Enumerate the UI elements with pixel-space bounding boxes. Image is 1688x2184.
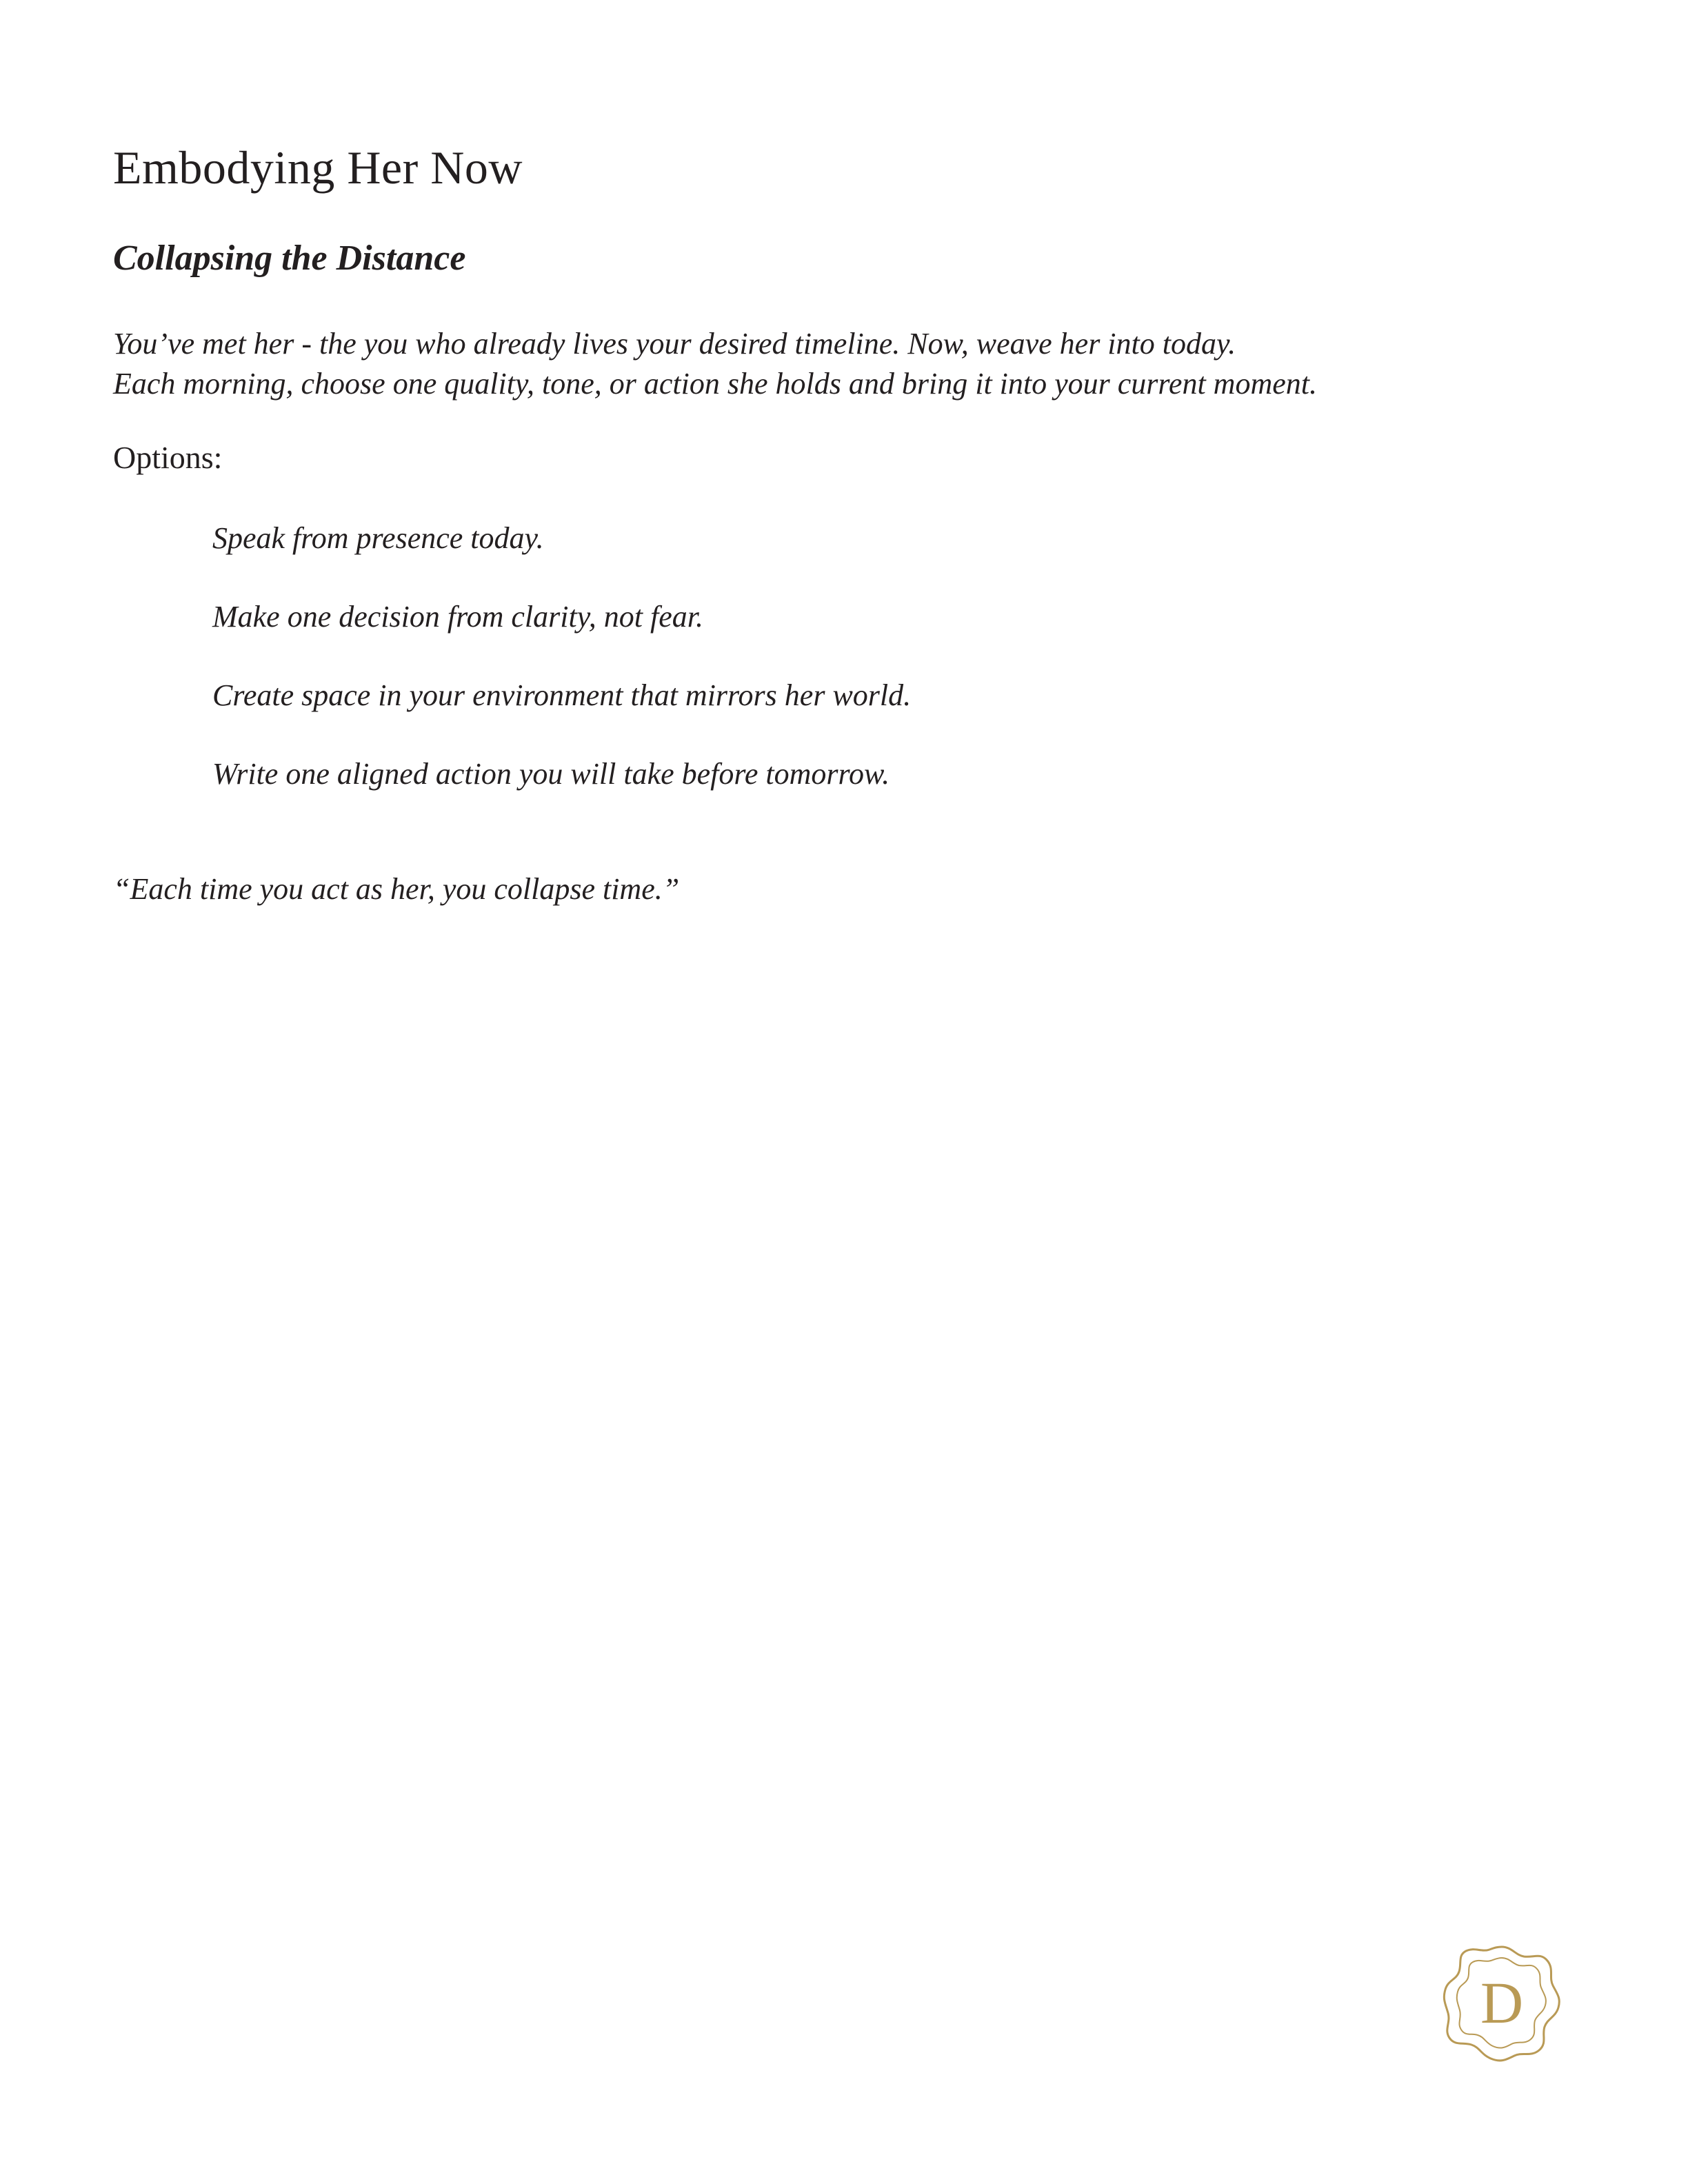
intro-line: Each morning, choose one quality, tone, or action she holds and bring it into your current moment.	[113, 367, 1317, 401]
options-label: Options:	[113, 440, 223, 475]
closing-quote: “Each time you act as her, you collapse time.”	[113, 872, 680, 906]
page-title: Embodying Her Now	[113, 141, 523, 194]
option-item: Make one decision from clarity, not fear.	[212, 600, 704, 634]
page-subtitle: Collapsing the Distance	[113, 239, 466, 278]
options-list	[212, 518, 911, 833]
option-item: Write one aligned action you will take before tomorrow.	[212, 757, 890, 791]
option-item: Create space in your environment that mirrors her world.	[212, 678, 912, 712]
wax-seal-icon	[1440, 1941, 1564, 2065]
option-item: Speak from presence today.	[212, 521, 544, 555]
intro-paragraph	[113, 324, 1561, 404]
intro-line: You’ve met her - the you who already lives your desired timeline. Now, weave her into today.	[113, 327, 1236, 361]
seal-letter: D	[1480, 1970, 1524, 2036]
